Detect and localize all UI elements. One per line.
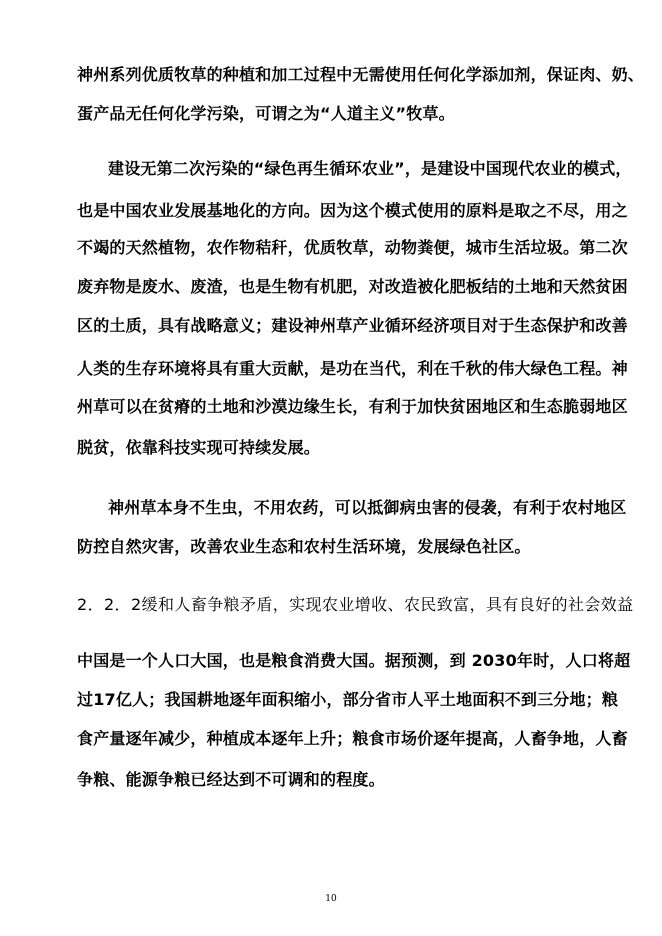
paragraph-4-line-2: 过17亿人；我国耕地逐年面积缩小，部分省市人平土地面积不到三分地；粮 [77, 690, 619, 709]
paragraph-4-line-4: 争粮、能源争粮已经达到不可调和的程度。 [77, 770, 385, 789]
paragraph-3-line-2: 防控自然灾害，改善农业生态和农村生活环境，发展绿色社区。 [77, 537, 531, 556]
page-number: 10 [325, 894, 337, 904]
paragraph-2-line-6: 人类的生存环境将具有重大贡献，是功在当代，利在千秋的伟大绿色工程。神 [77, 359, 628, 378]
paragraph-4-line-3: 食产量逐年减少，种植成本逐年上升；粮食市场价逐年提高，人畜争地，人畜 [77, 729, 628, 748]
paragraph-2-line-8: 脱贫，依靠科技实现可持续发展。 [77, 438, 321, 457]
section-heading: 2．2．2缓和人畜争粮矛盾，实现农业增收、农民致富，具有良好的社会效益 [77, 595, 634, 614]
paragraph-4-line-1: 中国是一个人口大国，也是粮食消费大国。据预测，到 2030年时，人口将超 [77, 651, 631, 670]
paragraph-2-line-4: 废弃物是废水、废渣，也是生物有机肥，对改造被化肥板结的土地和天然贫困 [77, 277, 628, 296]
paragraph-3-line-1: 神州草本身不生虫，不用农药，可以抵御病虫害的侵袭，有利于农村地区 [108, 498, 627, 517]
paragraph-2-line-7: 州草可以在贫瘠的土地和沙漠边缘生长，有利于加快贫困地区和生态脆弱地区 [77, 397, 628, 416]
paragraph-1-line-1: 神州系列优质牧草的种植和加工过程中无需使用任何化学添加剂，保证肉、奶、 [77, 65, 645, 84]
paragraph-2-line-2: 也是中国农业发展基地化的方向。因为这个模式使用的原料是取之不尽，用之 [77, 201, 628, 220]
paragraph-2-line-1: 建设无第二次污染的“绿色再生循环农业”，是建设中国现代农业的模式， [108, 159, 632, 178]
paragraph-1-line-2: 蛋产品无任何化学污染，可谓之为“人道主义”牧草。 [77, 104, 455, 123]
paragraph-2-line-5: 区的土质，具有战略意义；建设神州草产业循环经济项目对于生态保护和改善 [77, 316, 628, 335]
paragraph-2-line-3: 不竭的天然植物，农作物秸秆，优质牧草，动物粪便，城市生活垃圾。第二次 [77, 238, 628, 257]
